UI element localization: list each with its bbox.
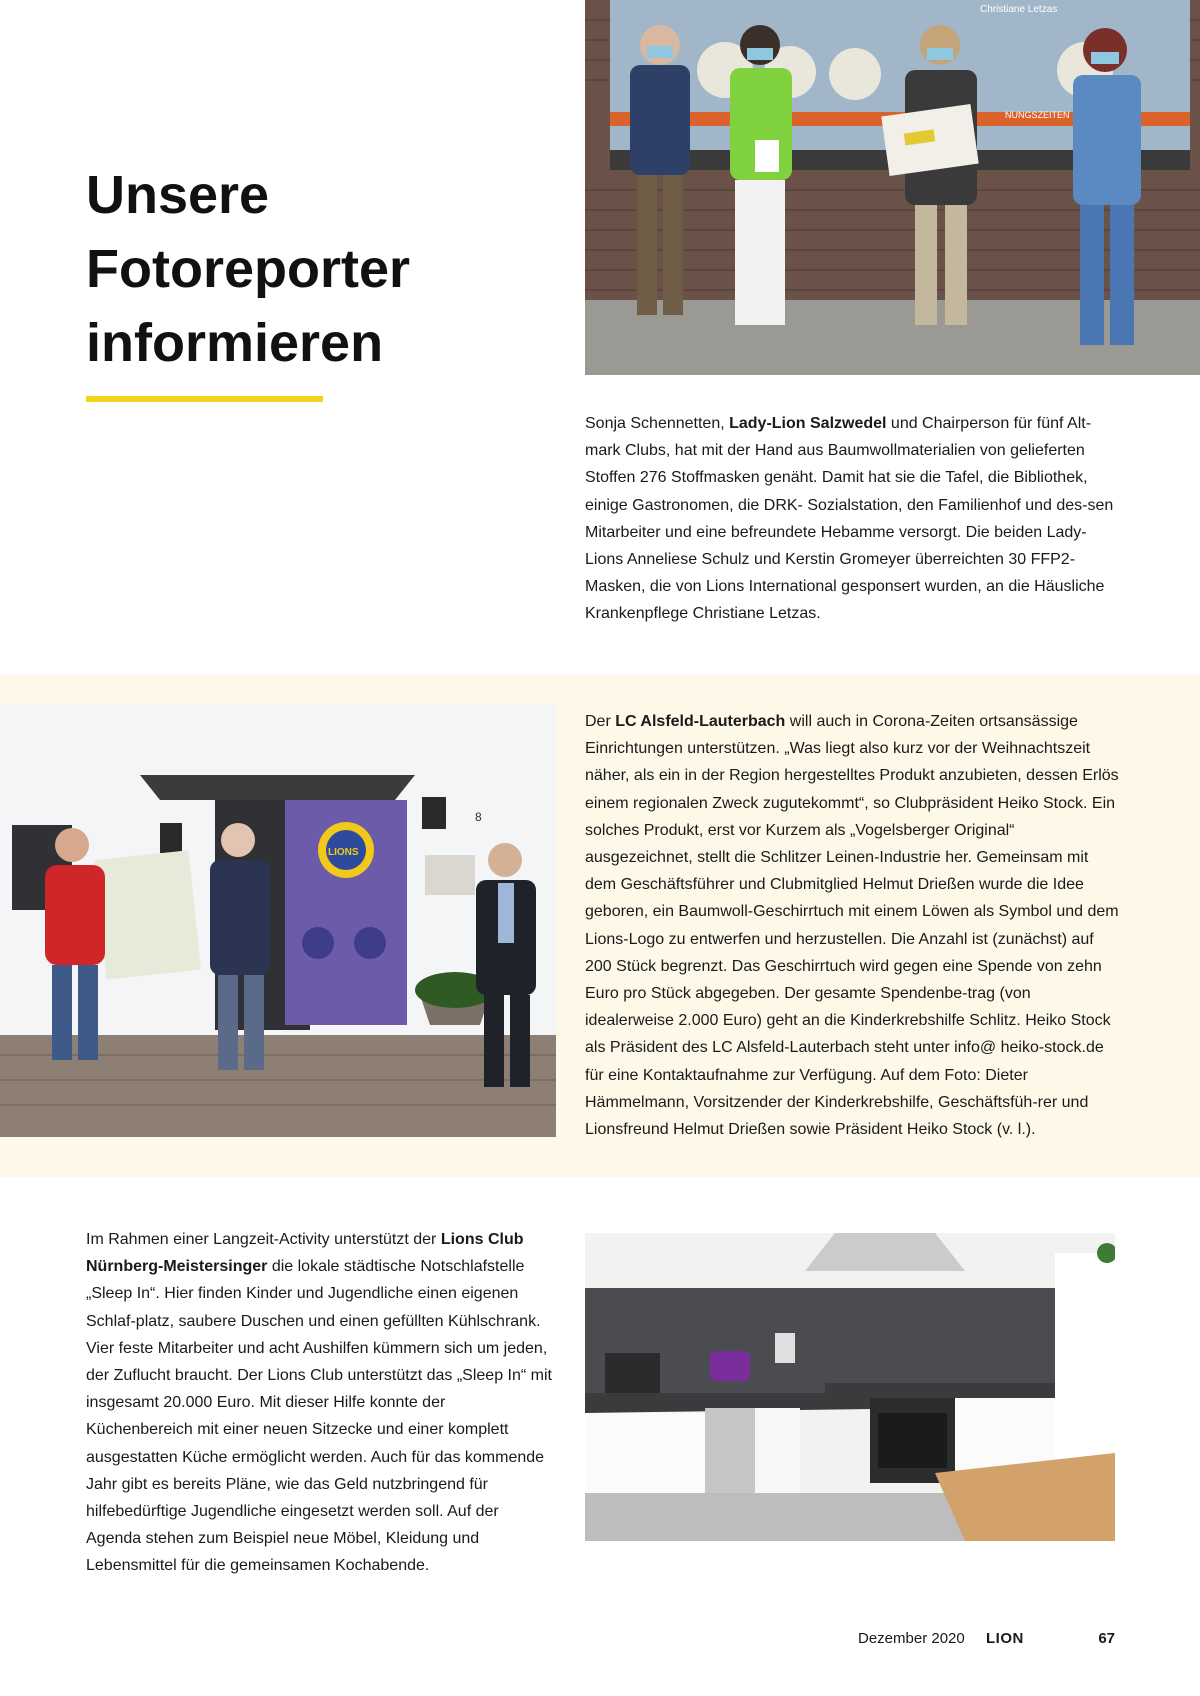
article-nuernberg-intro: Im Rahmen einer Langzeit-Activity unterstützt der bbox=[86, 1231, 441, 1248]
page-title bbox=[86, 158, 506, 380]
photo-salzwedel-mask-handover bbox=[585, 0, 1200, 375]
page-number: 67 bbox=[1098, 1630, 1115, 1647]
person-woman-green-top bbox=[730, 25, 792, 325]
article-nuernberg-text bbox=[86, 1226, 552, 1580]
article-nuernberg-club-name: Lions Club Nürnberg-Meistersinger bbox=[86, 1231, 524, 1276]
page-footer bbox=[800, 1630, 1115, 1654]
title-line-2: Fotoreporter bbox=[86, 239, 410, 299]
article-alsfeld-body: will auch in Corona-Zeiten ortsansässige Einrichtungen unterstützen. „Was liegt also kurz vor der Weihnachtszeit näher, als ein in der Region hergestelltes Produkt anzubieten, dessen Erlös einem regionalen Zweck zugutekommt“, so Clubpräsident Heiko Stock. Ein solches Produkt, erst vor Kurzem als „Vogelsberger Original“ ausgezeichnet, stellt die Schlitzer Leinen-Industrie her. Gemeinsam mit dem Geschäftsführer und Clubmitglied Helmut Drießen wurde die Idee geboren, ein Baumwoll-Geschirrtuch mit einem Löwen als Symbol und dem Lions-Logo zu entwerfen und herzustellen. Die Anzahl ist (zunächst) auf 200 Stück begrenzt. Das Geschirrtuch wird gegen eine Spende von zehn Euro pro Stück abgegeben. Der gesamte Spendenbe-trag (von idealerweise 2.000 Euro) geht an die Kinderkrebshilfe Schlitz. Heiko Stock als Präsident des LC Alsfeld-Lauterbach steht unter info@ heiko-stock.de für eine Kontaktaufnahme zur Verfügung. Auf dem Foto: Dieter Hämmelmann, Vorsitzender der Kinderkrebshilfe, Geschäftsfüh-rer und Lionsfreund Helmut Drießen sowie Präsident Heiko Stock (v. l.). bbox=[585, 713, 1119, 1139]
article-salzwedel-body: und Chairperson für fünf Alt-mark Clubs, hat mit der Hand aus Baumwollmaterialien von gelieferten Stoffen 276 Stoffmasken genäht. Damit hat sie die Tafel, die Bibliothek, einige Gastronomen, die DRK- Sozialstation, den Familienhof und des-sen Mitarbeiter und eine befreundete Hebamme versorgt. Die beiden Lady-Lions Anneliese Schulz und Kerstin Gromeyer überreichten 30 FFP2-Masken, die von Lions International gesponsert wurden, an die Häusliche Krankenpflege Christiane Letzas. bbox=[585, 415, 1114, 623]
photo-alsfeld-tea-towel bbox=[0, 705, 556, 1137]
article-alsfeld-text bbox=[585, 708, 1120, 1143]
window-opening-hours-text: NUNGSZEITEN bbox=[1005, 110, 1070, 120]
photo-alsfeld-illustration bbox=[0, 705, 556, 1137]
photo-sleep-in-kitchen bbox=[585, 1233, 1115, 1541]
article-alsfeld-intro: Der bbox=[585, 713, 616, 730]
house-number-text: 8 bbox=[475, 810, 482, 824]
shop-sign-text: Christiane Letzas bbox=[980, 4, 1058, 15]
lions-banner-logo-text: LIONS bbox=[328, 847, 359, 858]
article-nuernberg-body: die lokale städtische Notschlafstelle „Sleep In“. Hier finden Kinder und Jugendliche einen eigenen Schlaf-platz, saubere Duschen und einen gefüllten Kühlschrank. Vier feste Mitarbeiter und acht Aushilfen kümmern sich um jeden, der Zuflucht braucht. Der Lions Club unterstützt das „Sleep In“ mit insgesamt 20.000 Euro. Mit dieser Hilfe konnte der Küchenbereich mit einer neuen Sitzecke und einer komplett ausgestatten Küche ermöglicht werden. Auch für das kommende Jahr gibt es bereits Pläne, wie das Geld nutzbringend für hilfebedürftige Jugendliche eingesetzt werden soll. Auf der Agenda stehen zum Beispiel neue Möbel, Kleidung und Lebensmittel für die gemeinsamen Kochabende. bbox=[86, 1258, 552, 1575]
article-salzwedel-club-name: Lady-Lion Salzwedel bbox=[729, 415, 887, 432]
issue-date: Dezember 2020 bbox=[858, 1630, 965, 1647]
magazine-name: LION bbox=[986, 1630, 1024, 1647]
photo-kitchen-illustration bbox=[585, 1233, 1115, 1541]
article-salzwedel-text bbox=[585, 410, 1120, 628]
article-alsfeld-club-name: LC Alsfeld-Lauterbach bbox=[615, 713, 786, 730]
title-accent-bar bbox=[86, 396, 323, 402]
title-line-1: Unsere bbox=[86, 165, 270, 225]
title-line-3: informieren bbox=[86, 313, 384, 373]
article-salzwedel-intro: Sonja Schennetten, bbox=[585, 415, 730, 432]
photo-salzwedel-illustration bbox=[585, 0, 1200, 375]
